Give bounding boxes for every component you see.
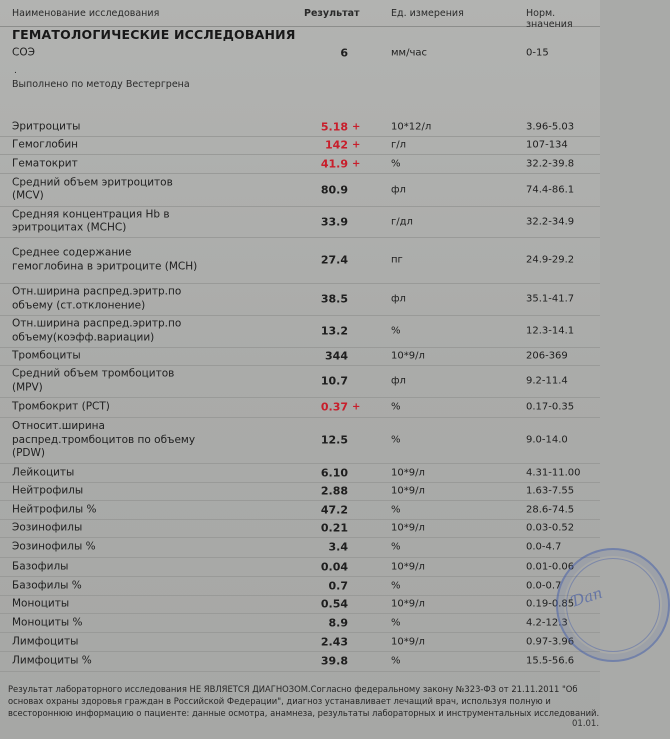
table-row (0, 500, 600, 520)
test-norm: 32.2-34.9 (526, 216, 575, 227)
test-unit: % (391, 325, 401, 337)
test-name: Нейтрофилы (12, 484, 84, 497)
table-row (0, 576, 600, 596)
test-name: Нейтрофилы % (12, 502, 97, 515)
test-unit: 10*9/л (391, 350, 425, 362)
test-name: Лимфоциты % (12, 654, 92, 667)
test-name: Тромбокрит (PCT) (12, 400, 110, 413)
test-norm: 9.0-14.0 (526, 434, 568, 446)
test-name: Моноциты (12, 597, 70, 610)
test-unit: 10*12/л (391, 121, 432, 132)
test-norm: 3.96-5.03 (526, 121, 575, 132)
test-value: 47.2 (320, 503, 348, 516)
abnormal-flag: + (352, 139, 361, 151)
test-unit: пг (391, 254, 403, 266)
test-name: Лейкоциты (12, 465, 75, 478)
test-value: 38.5 (320, 292, 348, 306)
disclaimer-footer: Результат лабораторного исследования НЕ ЯВЛЯЕТСЯ ДИАГНОЗОМ.Согласно федеральному закону №323-ФЗ от 21.11.2011 "Об основах охраны здоровья граждан в Российской Федерации", диагноз устанавливает лечащий врач, используя полную и всестороннюю информацию о пациенте: данные осмотра, анамнеза, результаты лабораторных и инструментальных исследований. (8, 684, 600, 718)
clinic-stamp (556, 548, 670, 662)
test-unit: % (391, 158, 401, 169)
test-unit: мм/час (391, 47, 427, 59)
table-row (0, 463, 600, 483)
test-value: 12.5 (320, 433, 348, 447)
table-row (0, 482, 600, 501)
table-row (0, 595, 600, 614)
header-norm: Норм. значения (526, 8, 573, 30)
test-value: 5.18 (320, 120, 348, 133)
test-norm: 107-134 (526, 139, 568, 151)
test-unit: 10*9/л (391, 598, 425, 610)
test-unit: 10*9/л (391, 467, 425, 478)
test-value: 41.9 (320, 157, 348, 170)
test-unit: % (391, 617, 401, 628)
test-name: Моноциты % (12, 615, 83, 628)
table-row (0, 632, 600, 652)
method-note: Выполнено по методу Вестергрена (12, 79, 190, 90)
table-row (0, 537, 600, 558)
test-value: 39.8 (320, 654, 348, 668)
test-value: 33.9 (320, 215, 348, 228)
table-row (0, 417, 600, 464)
header-result: Результат (304, 8, 360, 19)
header-name: Наименование исследования (12, 8, 160, 19)
test-name: Средний объем тромбоцитов (MPV) (12, 367, 175, 393)
test-norm: 0.01-0.06 (526, 561, 575, 572)
test-unit: % (391, 580, 401, 591)
test-norm: 32.2-39.8 (526, 158, 575, 169)
test-unit: 10*9/л (391, 485, 425, 497)
test-value: 0.04 (320, 560, 348, 573)
table-row (0, 283, 600, 316)
test-norm: 24.9-29.2 (526, 254, 575, 266)
test-value: 2.43 (320, 635, 348, 648)
test-norm: 1.63-7.55 (526, 485, 575, 497)
test-name: Гематокрит (12, 156, 78, 169)
test-norm: 28.6-74.5 (526, 504, 575, 515)
test-value: 3.4 (328, 540, 348, 554)
test-value: 80.9 (320, 183, 348, 196)
test-norm: 4.2-12.3 (526, 617, 568, 628)
test-norm: 0.0-0.7 (526, 580, 562, 591)
test-norm: 74.4-86.1 (526, 184, 575, 195)
table-row (0, 397, 600, 418)
test-unit: фл (391, 375, 406, 387)
test-value: 13.2 (320, 324, 348, 338)
test-name: Относит.ширина распред.тромбоцитов по объему (PDW) (12, 419, 196, 459)
table-row (0, 651, 600, 672)
test-value: 6 (340, 46, 348, 60)
table-row (0, 519, 600, 538)
test-norm: 0.03-0.52 (526, 522, 575, 534)
test-unit: 10*9/л (391, 636, 425, 647)
table-row (0, 365, 600, 398)
test-unit: г/дл (391, 216, 413, 227)
test-unit: % (391, 541, 401, 553)
test-norm: 0.0-4.7 (526, 541, 562, 553)
abnormal-flag: + (352, 121, 361, 132)
test-value: 0.7 (328, 579, 348, 592)
test-value: 10.7 (320, 374, 348, 388)
test-value: 0.54 (320, 597, 348, 611)
test-name: Отн.ширина распред.эритр.по объему (ст.отклонение) (12, 285, 182, 311)
table-row (0, 557, 600, 577)
table-row (0, 315, 600, 348)
note-dot: . (14, 66, 17, 76)
doctor-signature: Ɗап (569, 583, 605, 611)
test-value: 8.9 (328, 616, 348, 629)
table-row (0, 136, 600, 155)
test-unit: 10*9/л (391, 561, 425, 572)
test-value: 6.10 (320, 466, 348, 479)
test-norm: 9.2-11.4 (526, 375, 568, 387)
test-value: 0.37 (320, 400, 348, 414)
table-row (0, 206, 600, 238)
test-value: 344 (325, 349, 348, 363)
table-row (0, 237, 600, 284)
test-name: Эозинофилы % (12, 540, 96, 553)
table-row (0, 117, 600, 137)
abnormal-flag: + (352, 401, 361, 413)
table-row (0, 173, 600, 207)
test-norm: 4.31-11.00 (526, 467, 581, 478)
test-unit: г/л (391, 139, 407, 151)
test-norm: 15.5-56.6 (526, 655, 575, 667)
test-name: Отн.ширина распред.эритр.по объему(коэфф.вариации) (12, 317, 182, 343)
test-norm: 0.17-0.35 (526, 401, 575, 413)
test-name: Тромбоциты (12, 349, 81, 362)
test-value: 0.21 (320, 521, 348, 535)
test-norm: 35.1-41.7 (526, 293, 575, 305)
test-value: 2.88 (320, 484, 348, 498)
test-unit: % (391, 504, 401, 515)
test-norm: 12.3-14.1 (526, 325, 575, 337)
test-unit: 10*9/л (391, 522, 425, 534)
test-name: Гемоглобин (12, 138, 79, 151)
header-unit: Ед. измерения (391, 8, 464, 19)
abnormal-flag: + (352, 158, 361, 169)
test-name: Средний объем эритроцитов (MCV) (12, 176, 173, 202)
table-row (0, 613, 600, 633)
table-row (0, 347, 600, 366)
test-norm: 206-369 (526, 350, 568, 362)
report-date: 01.01. (572, 719, 600, 729)
test-unit: % (391, 655, 401, 667)
test-name: СОЭ (12, 46, 35, 59)
table-row (0, 154, 600, 174)
test-unit: % (391, 434, 401, 446)
test-unit: % (391, 401, 401, 413)
test-value: 27.4 (320, 253, 348, 267)
test-unit: фл (391, 293, 406, 305)
table-row (0, 40, 600, 66)
test-name: Среднее содержание гемоглобина в эритроците (MCH) (12, 246, 198, 272)
table-header (0, 0, 600, 30)
test-norm: 0.97-3.96 (526, 636, 575, 647)
test-name: Базофилы (12, 559, 69, 572)
test-norm: 0-15 (526, 47, 549, 59)
test-name: Средняя концентрация Hb в эритроцитах (MCHC) (12, 208, 170, 234)
test-norm: 0.19-0.85 (526, 598, 575, 610)
test-unit: фл (391, 184, 406, 195)
test-value: 142 (325, 138, 348, 152)
test-name: Лимфоциты (12, 634, 79, 647)
section-title: ГЕМАТОЛОГИЧЕСКИЕ ИССЛЕДОВАНИЯ (12, 27, 296, 42)
test-name: Эозинофилы (12, 521, 83, 534)
test-name: Базофилы % (12, 578, 82, 591)
test-name: Эритроциты (12, 119, 81, 132)
